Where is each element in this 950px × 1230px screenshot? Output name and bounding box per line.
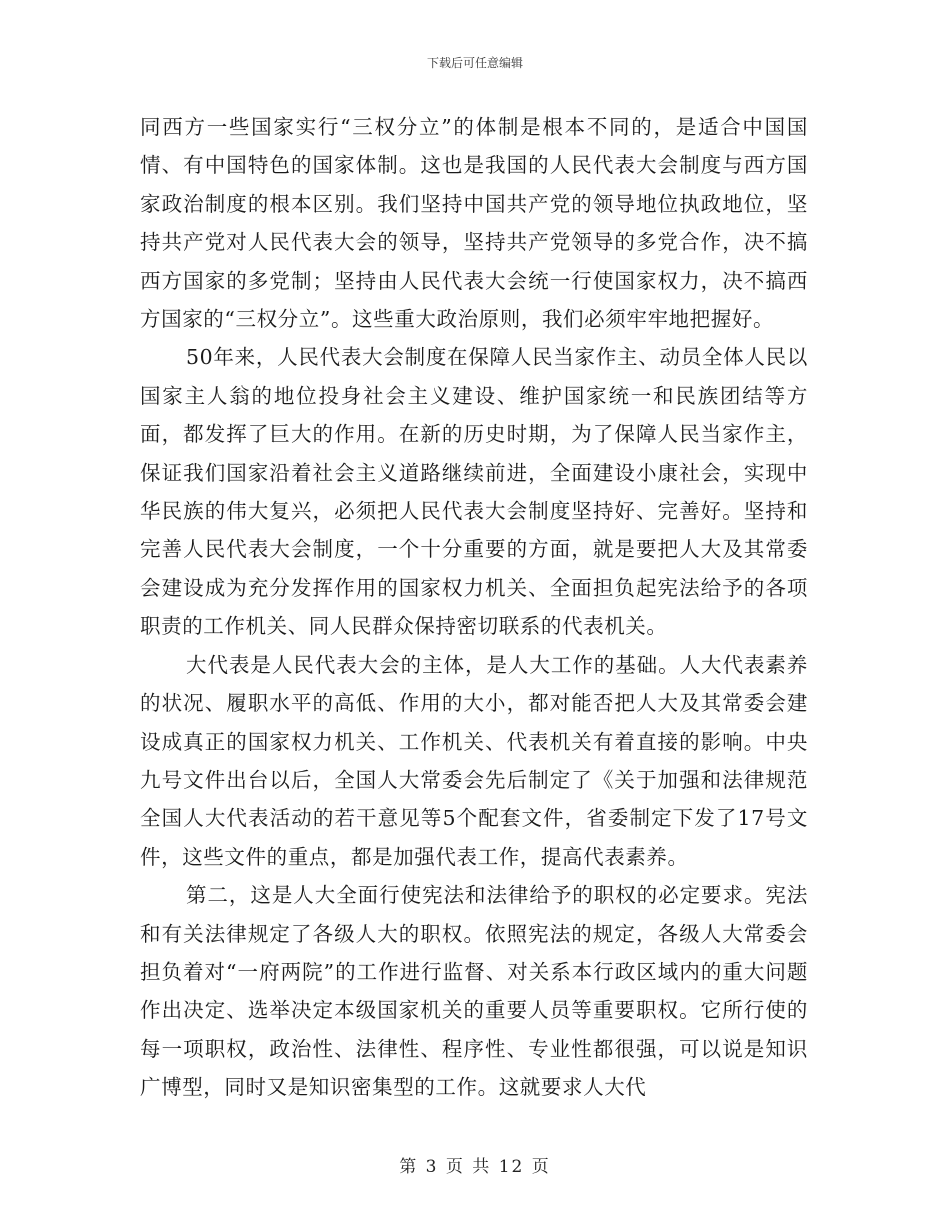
header-note: 下载后可任意编辑: [426, 56, 523, 70]
paragraph-3: 大代表是人民代表大会的主体，是人大工作的基础。人大代表素养的状况、履职水平的高低、作用的大小，都对能否把人大及其常委会建设成真正的国家权力机关、工作机关、代表机关有着直接的影响。中央九号文件出台以后，全国人大常委会先后制定了《关于加强和法律规范全国人大代表活动的若干意见等5个配套文件，省委制定下发了17号文件，这些文件的重点，都是加强代表工作，提高代表素养。: [140, 652, 808, 869]
page-number: 第 3 页 共 12 页: [399, 1157, 551, 1177]
paragraph-4: 第二，这是人大全面行使宪法和法律给予的职权的必定要求。宪法和有关法律规定了各级人大的职权。依照宪法的规定，各级人大常委会担负着对“一府两院”的工作进行监督、对关系本行政区域内的重大问题作出决定、选举决定本级国家机关的重要人员等重要职权。它所行使的每一项职权，政治性、法律性、程序性、专业性都很强，可以说是知识广博型，同时又是知识密集型的工作。这就要求人大代: [140, 883, 808, 1100]
document-body: [140, 108, 808, 1107]
paragraph-1: 同西方一些国家实行“三权分立”的体制是根本不同的，是适合中国国情、有中国特色的国家体制。这也是我国的人民代表大会制度与西方国家政治制度的根本区别。我们坚持中国共产党的领导地位执政地位，坚持共产党对人民代表大会的领导，坚持共产党领导的多党合作，决不搞西方国家的多党制；坚持由人民代表大会统一行使国家权力，决不搞西方国家的“三权分立”。这些重大政治原则，我们必须牢牢地把握好。: [140, 115, 808, 332]
paragraph-2: 50年来，人民代表大会制度在保障人民当家作主、动员全体人民以国家主人翁的地位投身社会主义建设、维护国家统一和民族团结等方面，都发挥了巨大的作用。在新的历史时期，为了保障人民当家作主，保证我们国家沿着社会主义道路继续前进，全面建设小康社会，实现中华民族的伟大复兴，必须把人民代表大会制度坚持好、完善好。坚持和完善人民代表大会制度，一个十分重要的方面，就是要把人大及其常委会建设成为充分发挥作用的国家权力机关、全面担负起宪法给予的各项职责的工作机关、同人民群众保持密切联系的代表机关。: [140, 345, 808, 639]
